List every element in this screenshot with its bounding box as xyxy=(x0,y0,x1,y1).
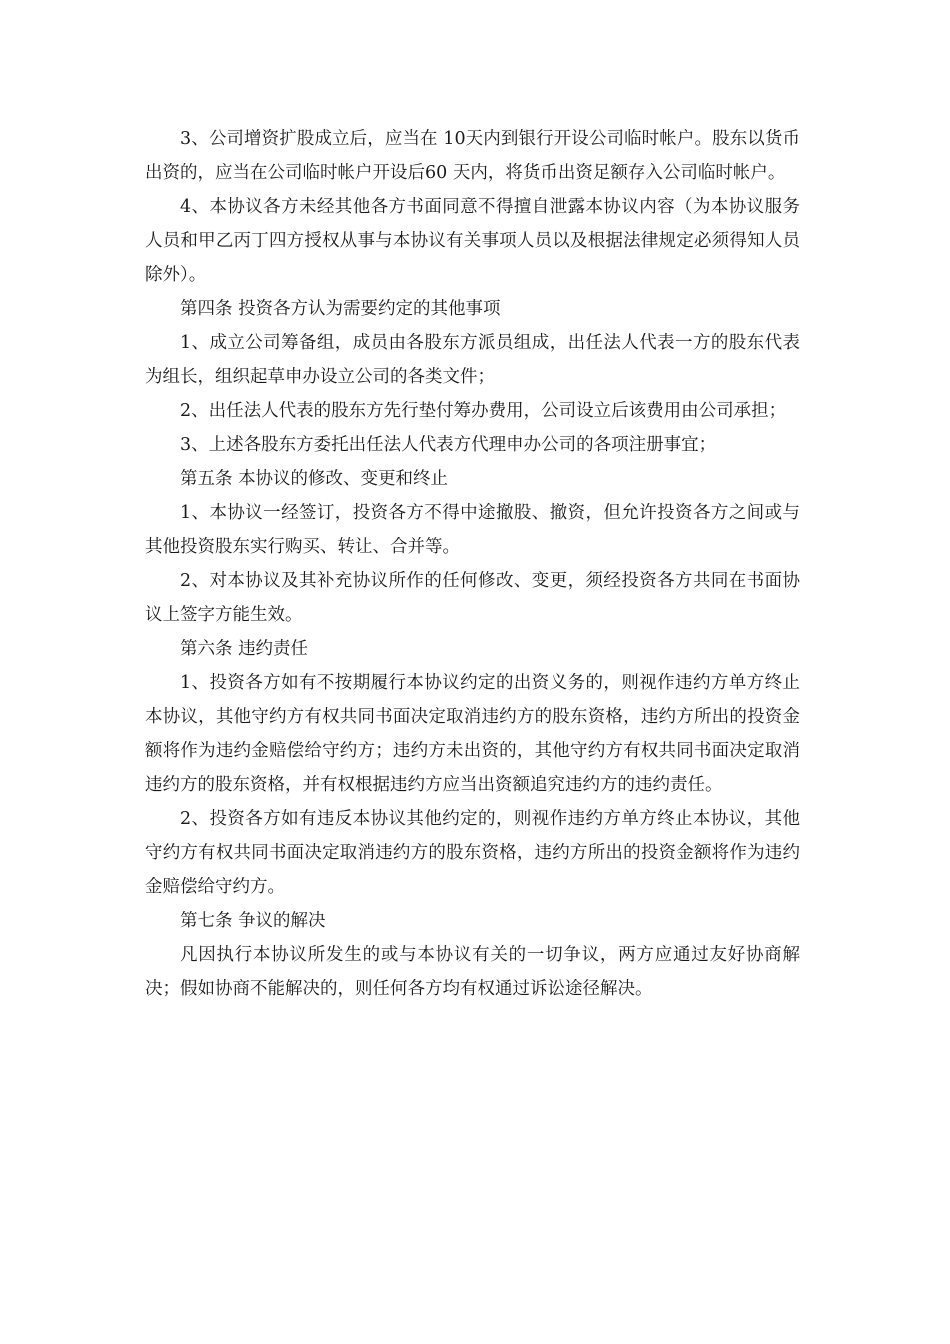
article-4-heading: 第四条 投资各方认为需要约定的其他事项 xyxy=(180,299,501,319)
article-6-heading: 第六条 违约责任 xyxy=(180,639,309,659)
article-5-heading: 第五条 本协议的修改、变更和终止 xyxy=(180,469,449,489)
paragraph-clause-7-body: 凡因执行本协议所发生的或与本协议有关的一切争议，两方应通过友好协商解决；假如协商不能解决的，则任何各方均有权通过诉讼途径解决。 xyxy=(145,945,800,999)
paragraph-clause-5-2: 2、对本协议及其补充协议所作的任何修改、变更，须经投资各方共同在书面协议上签字方能生效。 xyxy=(145,571,800,625)
article-7-heading: 第七条 争议的解决 xyxy=(180,911,326,931)
paragraph-clause-6-1: 1、投资各方如有不按期履行本协议约定的出资义务的，则视作违约方单方终止本协议，其他守约方有权共同书面决定取消违约方的股东资格，违约方所出的投资金额将作为违约金赔偿给守约方；违约方未出资的，其他守约方有权共同书面决定取消违约方的股东资格，并有权根据违约方应当出资额追究违约方的违约责任。 xyxy=(145,673,800,795)
paragraph-clause-6-2: 2、投资各方如有违反本协议其他约定的，则视作违约方单方终止本协议，其他守约方有权共同书面决定取消违约方的股东资格，违约方所出的投资金额将作为违约金赔偿给守约方。 xyxy=(145,809,800,897)
paragraph-clause-4-2: 2、出任法人代表的股东方先行垫付筹办费用，公司设立后该费用由公司承担； xyxy=(180,401,787,421)
paragraph-clause-4-1: 1、成立公司筹备组，成员由各股东方派员组成，出任法人代表一方的股东代表为组长，组织起草申办设立公司的各类文件； xyxy=(145,333,800,387)
paragraph-clause-3-3: 3、公司增资扩股成立后，应当在 10天内到银行开设公司临时帐户。股东以货币出资的，应当在公司临时帐户开设后60 天内，将货币出资足额存入公司临时帐户。 xyxy=(145,129,800,183)
paragraph-clause-3-4: 4、本协议各方未经其他各方书面同意不得擅自泄露本协议内容（为本协议服务人员和甲乙丙丁四方授权从事与本协议有关事项人员以及根据法律规定必须得知人员除外）。 xyxy=(145,197,800,285)
paragraph-clause-5-1: 1、本协议一经签订，投资各方不得中途撤股、撤资，但允许投资各方之间或与其他投资股东实行购买、转让、合并等。 xyxy=(145,503,800,557)
document-body xyxy=(145,122,800,1006)
paragraph-clause-4-3: 3、上述各股东方委托出任法人代表方代理申办公司的各项注册事宜； xyxy=(180,435,717,455)
